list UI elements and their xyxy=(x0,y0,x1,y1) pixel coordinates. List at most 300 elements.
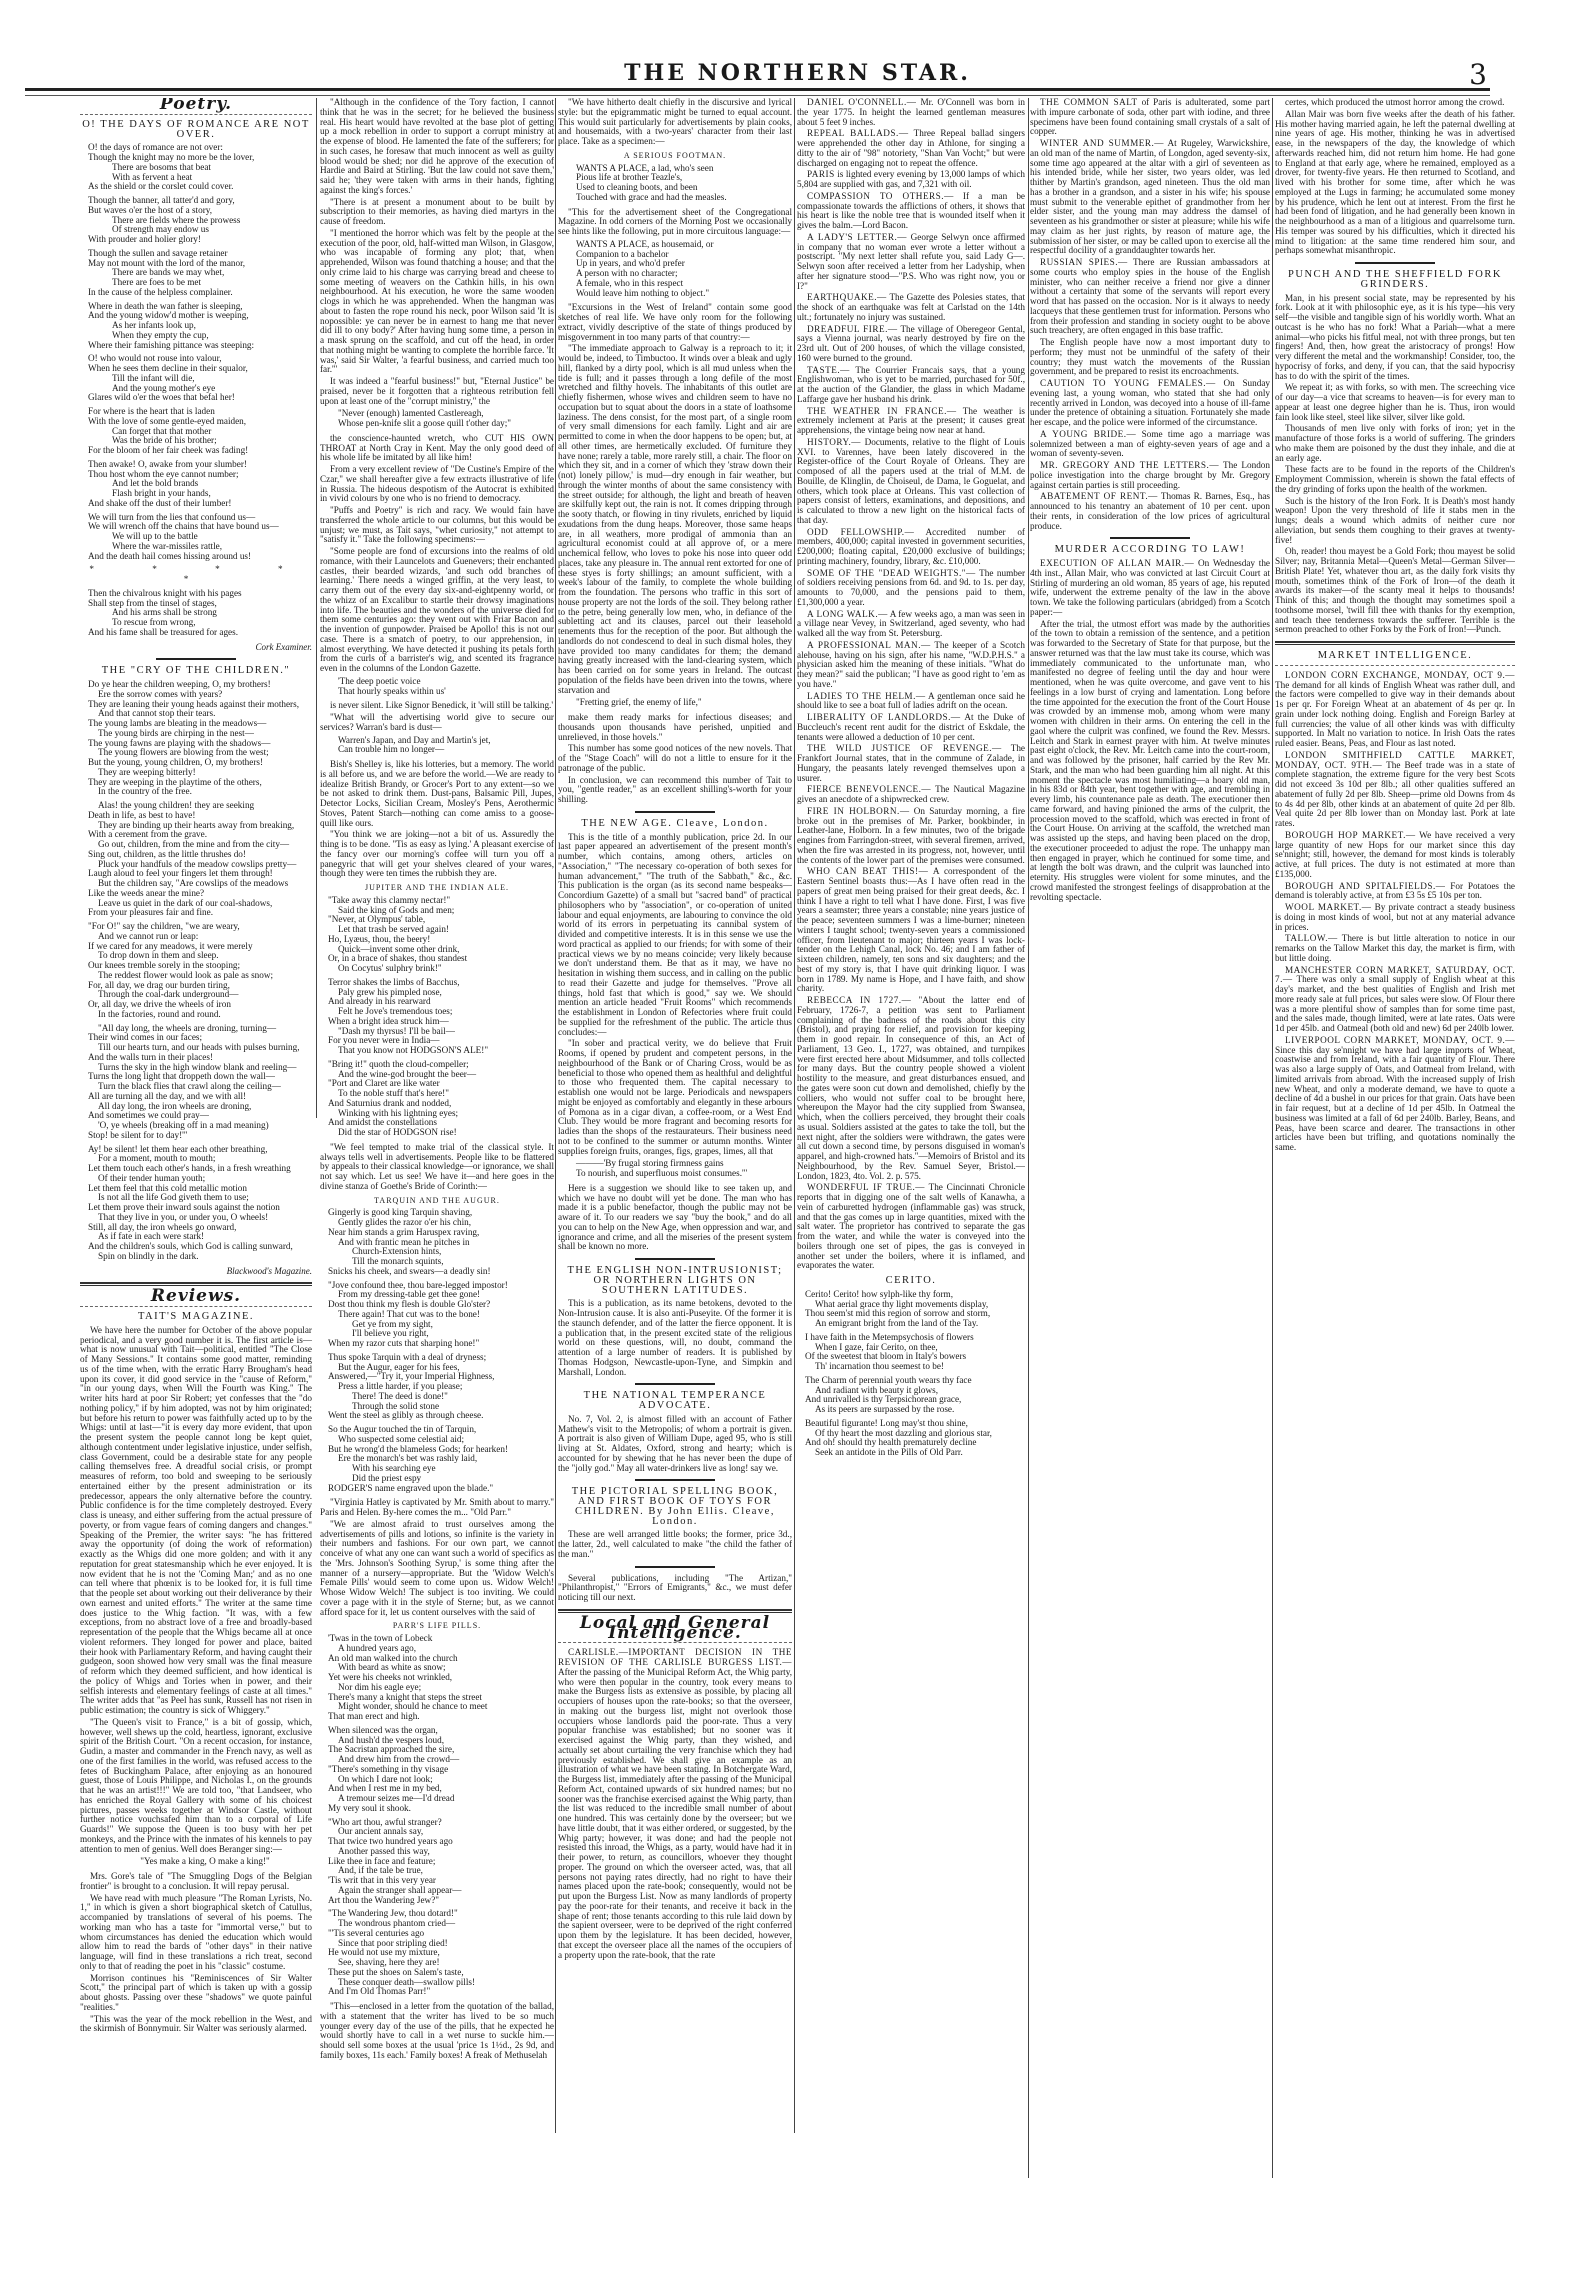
poem-line: In the factories, round and round. xyxy=(98,1008,221,1019)
item-kicker: A PROFESSIONAL MAN.— xyxy=(807,639,931,650)
poem-line: Still, all day, the iron wheels go onward, xyxy=(88,1221,237,1232)
poem-line: That you know not HODGSON'S ALE!" xyxy=(338,1045,489,1055)
news-item: WONDERFUL IF TRUE.— The Cincinnati Chronicle reports that in digging one of the salt wells of Kanawha, a vein of carburetted hydrogen (inflammable gas) was struck, and that the gas comes up in large quantities, mixed with the salt water. The proprietor has contrived to separate the gas from the water, and while the water is conveyed into the boilers through one set of pipes, the gas is conveyed in another set under the boilers, where it is inflamed, and evaporates the water. xyxy=(797,1182,1025,1271)
poem-line: The young lambs are bleating in the meadows— xyxy=(88,718,267,728)
paragraph: It was indeed a "fearful business!" but, "Eternal Justice" be praised, never be it forgotten that a righteous retribution fell upon at least one of the "corrupt ministry," the xyxy=(320,376,554,406)
paragraph: "Virginia Hatley is captivated by Mr. Smith about to marry." Paris and Helen. By-here comes the m... "Old Parr." xyxy=(320,1497,554,1517)
poem-line: And unrivalled is thy Terpsichorean grace, xyxy=(805,1394,962,1405)
news-item: BOROUGH AND SPITALFIELDS.— For Potatoes the demand is tolerably active, at from £3 5s £5 10s per ton. xyxy=(1275,880,1515,901)
stanza xyxy=(805,1333,1025,1372)
article-body xyxy=(1275,98,1515,256)
poem-line: The Charm of perennial youth wears thy face xyxy=(805,1374,972,1385)
poem-line: Though the banner, all tatter'd and gory, xyxy=(88,195,235,205)
poem-line: But he wrong'd the blameless Gods; for hearken! xyxy=(328,1443,508,1454)
article-title: TAIT'S MAGAZINE. xyxy=(137,1311,255,1322)
poem-line: Used to cleaning boots, and been xyxy=(576,182,698,192)
article-body xyxy=(80,1326,312,2034)
paragraph: Mrs. Gore's tale of "The Smuggling Dogs of the Belgian frontier" is brought to a conclusion. It will repay perusal. xyxy=(80,1871,312,1891)
stanza xyxy=(328,1909,554,1997)
poem-line: Let that trash be served again! xyxy=(338,924,449,934)
item-kicker: WHO CAN BEAT THIS!— xyxy=(807,866,929,877)
article-body xyxy=(558,98,792,1960)
poem-line: WANTS A PLACE, as housemaid, or xyxy=(576,238,714,249)
news-item: BOROUGH HOP MARKET.— We have received a very large quantity of new Hops for our market since this day se'nnight; still, however, the demand for most kinds is tolerably active, at full prices. The duty is not estimated at more than £135,000. xyxy=(1275,829,1515,879)
news-item: LIBERALITY OF LANDLORDS.— At the Duke of Buccleuch's recent rent audit for the district of Eskdale, the tenants were allowed a deduction of 10 per cent. xyxy=(797,712,1025,742)
poem-line: Thou seem'st mid this region of sorrow and storm, xyxy=(805,1308,991,1319)
poem-line: For, all day, we drag our burden tiring, xyxy=(88,979,230,990)
poem-line: Turn the black flies that crawl along the ceiling— xyxy=(98,1081,281,1091)
item-kicker: CARLISLE.—IMPORTANT DECISION IN THE REVISION OF THE CARLISLE BURGESS LIST.— xyxy=(558,1647,792,1667)
poem-line: An emigrant bright from the land of the Tay. xyxy=(815,1318,979,1328)
stanza xyxy=(328,1060,554,1138)
news-item: A YOUNG BRIDE.— Some time ago a marriage was solemnized between a man of eighty-seven years of age and a woman of seventy-seven. xyxy=(1030,428,1270,459)
poem-line: A hundred years ago, xyxy=(338,1642,417,1653)
poem-line: There! The deed is done!" xyxy=(352,1390,448,1401)
poem-line: To the noble stuff that's here!" xyxy=(338,1088,449,1098)
paragraph: "What will the advertising world give to secure our services? Warran's bard is dust— xyxy=(320,712,554,732)
poem-line: And oh! should thy health prematurely decline xyxy=(805,1437,977,1448)
poem-line: Our knees tremble sorely in the stooping; xyxy=(88,960,241,970)
news-item: REPEAL BALLADS.— Three Repeal ballad singers were apprehended the other day in Athlone, for singing a ditty to the air of "98" notoriety, "Shan Van Vocht;" but were discharged on engaging not to repeat the offence. xyxy=(797,128,1025,168)
stanza xyxy=(88,1024,312,1141)
news-item: WINTER AND SUMMER.— At Rugeley, Warwickshire, an old man of the name of Martin, of Longdon, aged seventy-six, some time ago appeared at the altar with a girl of seventeen as his intended bride, while her sister, two years older, was led thither by Martin's grandson, aged nineteen. Thus the old man has a brother in a grandson, and a sister in his wife; his spouse must submit to the venerable epithet of grandmother from her elder sister, and the young man may address the damsel of seventeen as his grandmother or sister at pleasure; while his wife may claim as her just rights, by reason of mature age, the submission of her sister, or may be called upon to exercise all the respectful docility of a granddaughter towards her. xyxy=(1030,138,1270,256)
item-kicker: LADIES TO THE HELM.— xyxy=(807,690,926,701)
poem-line: That they live in you, or under you, O wheels! xyxy=(98,1211,269,1222)
poem-line: And, if the tale be true, xyxy=(338,1865,423,1876)
poem-line: "Who art thou, awful stranger? xyxy=(328,1816,442,1827)
poem-line: Ho, Lyæus, thou, the beery! xyxy=(328,933,431,944)
paragraph: Bish's Shelley is, like his lotteries, but a memory. The world is all before us, and we are before the world.—We are ready to idealize British Brandy, or Grocer's Port to any extent—so we be not asked to drink them. Dust-pans, Balsamic Pill, Jupes, Detector Locks, Sicilian Cream, Mosley's Pens, Aerothermic Stoves, Patent Starch—nothing can come amiss to a goose-quill like ours. xyxy=(320,759,554,828)
poem-line: But the children say, "Are cowslips of the meadows xyxy=(98,878,289,888)
poem-line: And the young widow'd mother is weeping, xyxy=(88,310,249,321)
paragraph: "Some people are fond of excursions into the realms of old romance, with their Launcelots and Guenevers; their enchanted castles, their bearded wizards, 'and such odd branches of learning.' There needs a winged griffin, at the very least, to carry them out of the every day six-and-eightpenny world, or the whizz of an Excalibur to startle their drowsy imaginations into life. The beauties and the wonders of the universe died for them some centuries ago: they went out with Friar Bacon and the invention of gunpowder. Praised be Apollo! this is not our case. There is a smatch of poetry, to our apprehension, in almost everything. We have detected it pushing its petals forth from the curls of a barrister's wig, and scented its fragrance even in the columns of the London Gazette. xyxy=(320,546,554,673)
poem-line: They are leaning their young heads against their mothers, xyxy=(88,698,299,709)
poem-line: Snicks his cheek, and swears—a deadly sin! xyxy=(328,1265,491,1276)
poem-line: To rescue from wrong, xyxy=(112,617,196,627)
poem-line: We will up to the battle xyxy=(112,531,198,541)
paragraph: "You think we are joking—not a bit of us. Assuredly the thing is to be done. ''Tis as easy as lying.' A pleasant exercise of the fancy over our morning's coffee will turn you off a panegyric that will get your shelves cleared of your wares, though they were ten times the rubbish they are. xyxy=(320,829,554,879)
paragraph: This is the title of a monthly publication, price 2d. In our last paper appeared an advertisement of the present month's number, which contains, among others, articles on "Association," "The necessary co-operation of both sexes for human advancement," "The truth of the Sabbath," &c., &c. This publication is the organ (as its second name bespeaks—Concordium Gazette) of a small but "sacred band" of practical philosophers who by "association", or co-operation of united labour and equal enjoyments, are labouring to convince the old world of its errors in perpetuating its cannibal system of divided and competitive interests. It is in this sense we use the word practical as applied to our friends; for with some of their practical views we by no means coincide; very likely because we don't understand them. Be that as it may, we have no hesitation in wishing them success, and in calling on the public to read their Gazette and judge for themselves. "Prove all things, hold fast that which is good," say we. We should mention an article headed "Fruit Rooms" which recommends the establishment in London of Refectories where fruit could be supplied for the refreshment of the public. The article thus concludes:— xyxy=(558,831,792,1037)
poem-line: Death in life, as best to have! xyxy=(88,809,196,820)
paragraph: This is a publication, as its name betokens, devoted to the Non-Intrusion cause. It is also anti-Puseyite. Of the former it is the staunch defender, and of the latter the fierce opponent. It is a publication that, in the present excited state of the religious world on these questions, will, no doubt, command the attention of a large number of readers. It is published by Thomas Hodgson, Newcastle-upon-Tyne, and Simpkin and Marshall, London. xyxy=(558,1298,792,1377)
poem-line: The young fawns are playing with the shadows— xyxy=(88,737,271,748)
stanza xyxy=(805,1290,1025,1329)
item-kicker: LIVERPOOL CORN MARKET, MONDAY, OCT. 9.— xyxy=(1285,1034,1515,1045)
poem-line: Their wind comes in our faces; xyxy=(88,1032,203,1043)
paragraph: After the trial, the utmost effort was made by the authorities of the town to obtain a remission of the sentence, and a petition was forwarded to the Secretary of State for that purpose, but the answer returned was that the law must take its course, which was immediately communicated to the unfortunate man, who manifested no degree of feeling until the day and hour were mentioned, when he was quite overcome, and gave vent to his feelings in a low burst of crying and lamentation. Long before the time appointed for the execution the front of the Court House was crowded by an immense mob, among whom were many women with children in their arms. On entering the cell in the gaol where the culprit was confined, we found the Rev. Messrs. Leitch and Stark in earnest prayer with him. At twelve minutes past eight o'clock, the Rev. Mr. Leitch came into the court-room, and was followed by the prisoner, half carried by the Rev Mr. Stark, and the man who had been guarding him all night. At this moment the spectacle was most humiliating—a hoary old man, in his 83d or 84th year, bent together with age, and trembling in every limb, his countenance pale as death. The executioner then came forward, and having pinioned the arms of the culprit, the procession moved to the scaffold, which was erected in front of the Court House. On arriving at the scaffold, the wretched man was assisted up the steps, and having been placed on the drop, the executioner proceeded to adjust the rope. The unhappy man then engaged in prayer, which he continued for some time, and at length the bolt was drawn, and the culprit was launched into eternity. His struggles were violent for some minutes, and the crowd manifested the strongest feelings of disapprobation at the revolting spectacle. xyxy=(1030,618,1270,902)
paragraph: Several publications, including "The Artizan," "Philanthropist," "Errors of Emigrants," &c., we must defer noticing till our next. xyxy=(558,1572,792,1602)
news-item: A LONG WALK.— A few weeks ago, a man was seen in a village near Vevey, in Switzerland, aged seventy, who had walked all the way from St. Petersburg. xyxy=(797,608,1025,638)
item-kicker: A YOUNG BRIDE.— xyxy=(1040,428,1137,439)
item-kicker: WOOL MARKET.— xyxy=(1285,902,1372,912)
paragraph: Allan Mair was born five weeks after the death of his father. His mother having married again, he left the paternal dwelling at nine years of age. His mother, thinking he was in advertised ease, in the newspapers of the day, the knowledge of which afterwards reached him, did not return him home. He had gone to England at that early age, where he remained, employed as a drover, for twenty-five years. He then returned to Scotland, and lived with his brother for some time, after which he was employed at the Lugs in farming; he accumulated some money by his prudence, which he lent out at interest. From the first he had been fond of litigation, and he had generally been known in the neighbourhood as a man of a litigious and quarrelsome turn. His temper was soured by his difficulties, which it directed his mind to litigation: at the same time rendered him sour, and perhaps somewhat misanthropic. xyxy=(1275,108,1515,256)
poem-line: "For O!" say the children, "we are weary, xyxy=(88,921,240,931)
stanza xyxy=(328,978,554,1056)
paragraph: These are well arranged little books; the former, price 3d., the latter, 2d., well calculated to make "the child the father of the man." xyxy=(558,1529,792,1559)
column-2 xyxy=(320,98,554,2258)
poem-line: But waves o'er the host of a story, xyxy=(88,204,213,215)
section-heading-local: Local and General Intelligence. xyxy=(579,1612,771,1643)
poem-line: 'Tis writ that in this very year xyxy=(328,1875,436,1885)
poem-line: Th' incarnation thou seemest to be! xyxy=(815,1361,944,1371)
divider xyxy=(1355,262,1435,264)
item-kicker: EXECUTION OF ALLAN MAIR.— xyxy=(1040,558,1195,568)
paragraph: Thousands of men live only with forks of iron; yet in the manufacture of those forks is a world of suffering. The grinders who make them are poisoned by the dust they inhale, and die at an early age. xyxy=(1275,423,1515,463)
poem-line: There again! That cut was to the bone! xyxy=(338,1308,480,1319)
market-items xyxy=(1275,671,1515,1153)
poem-line: Pious life at brother Teazle's, xyxy=(576,172,683,183)
poem-line: Through the solid stone xyxy=(352,1400,440,1411)
poem-line: The wondrous phantom cried— xyxy=(338,1918,456,1928)
paragraph: These facts are to be found in the reports of the Children's Employment Commission, wherein is shown the fatal effects of the dry grinding of forks upon the health of the workmen. xyxy=(1275,464,1515,494)
poem-line: An old man walked into the church xyxy=(328,1652,458,1663)
poem-line: Can trouble him no longer— xyxy=(338,744,445,755)
divider xyxy=(635,1258,715,1260)
poem-line: Like the weeds anear the mine? xyxy=(88,887,205,898)
news-item: REBECCA IN 1727.— "About the latter end of February, 1726-7, a petition was sent to Parliament complaining of the badness of the roads about this city (Bristol), and praying for relief, and provision for keeping them in good repair. In consequence of this, an Act of Parliament, 13 Geo. I., 1727, was obtained, and turnpikes were first erected here about Midsummer, and tolls collected for many days. But the country people showed a violent hostility to the measure, and great disturbances ensued, and the gates were soon cut down and demolished, chiefly by the colliers, who would not suffer coal to be brought here, whereupon the Mayor had the city supplied from Swansea, which, when the colliers perceived, they brought their coals as usual. Soldiers assisted at the gates to take the toll, but the next night, after the soldiers were withdrawn, the gates were all cut down a second time, by persons disguised in woman's apparel, and high-crowned hats."—Memoirs of Bristol and its Neighbourhood, by the Rev. Samuel Seyer, Bristol.—London, 1823, 4to. Vol. 2. p. 575. xyxy=(797,995,1025,1181)
poem-line: These conquer death—swallow pills! xyxy=(338,1976,476,1987)
poem-line: 'Twas in the town of Lobeck xyxy=(328,1633,433,1643)
stanza xyxy=(328,1634,554,1722)
poem-line: From my dressing-table get thee gone! xyxy=(338,1289,481,1300)
stanza xyxy=(88,302,312,351)
stanza xyxy=(88,680,312,797)
poem-line: Spin on blindly in the dark. xyxy=(98,1250,199,1261)
article-title: THE PICTORIAL SPELLING BOOK, AND FIRST BOOK OF TOYS FOR CHILDREN. By John Ellis. Cleave, London. xyxy=(571,1486,779,1527)
poem-line: And the young mother's eye xyxy=(112,382,216,393)
stanza xyxy=(88,143,312,192)
paragraph: certes, which produced the utmost horror among the crowd. xyxy=(1285,98,1505,107)
poem-line: Is not all the life God giveth them to use; xyxy=(98,1192,249,1203)
poem-line: 'O, ye wheels (breaking off in a mad meaning) xyxy=(98,1120,269,1130)
poem-body xyxy=(328,1634,554,1997)
news-item: LONDON CORN EXCHANGE, MONDAY, OCT 9.— The demand for all kinds of English Wheat was rather dull, and the factors were compelled to give way in their demands about 1s per qr. For Foreign Wheat at an abatement of 4s per qr. In grain under lock nothing doing. English and Foreign Barley at full currencies; the value of all other kinds was with difficulty supported. In Malt no variation to notice. In Irish Oats the rates ruled easier. Beans, Peas, and Flour as last noted. xyxy=(1275,669,1515,748)
poem-line: Let them touch each other's hands, in a fresh wreathing xyxy=(88,1163,291,1173)
poem-line: O! who would not rouse into valour, xyxy=(88,353,222,364)
poem-line: "Jove confound thee, thou bare-legged impostor! xyxy=(328,1279,508,1290)
news-item: ODD FELLOWSHIP.— Accredited number of members, 400,000; capital invested in government securities, £200,000; floating capital, £20,000 exclusive of buildings; printing machinery, foundry, library, &c. £10,000. xyxy=(797,526,1025,566)
poem-line: O! the days of romance are not over: xyxy=(88,142,223,153)
poem-line: Flash bright in your hands, xyxy=(112,488,211,498)
poem-line: Our ancient annals say, xyxy=(338,1826,424,1837)
section-heading-poetry: Poetry. xyxy=(159,98,233,114)
news-items xyxy=(1030,98,1270,531)
poem-line: So the Augur touched the tin of Tarquin, xyxy=(328,1424,477,1434)
divider xyxy=(635,811,715,813)
poem-line: Might wonder, should he chance to meet xyxy=(338,1701,488,1712)
poem-line: Go out, children, from the mine and from the city— xyxy=(98,839,290,849)
poem-line: That twice two hundred years ago xyxy=(328,1836,453,1846)
poem-line: For a moment, mouth to mouth; xyxy=(98,1153,216,1164)
item-kicker: TASTE.— xyxy=(807,364,850,375)
poem-line: Till our hearts turn, and our heads with pulses burning, xyxy=(98,1042,300,1052)
poem-line: Did the priest espy xyxy=(352,1472,422,1483)
paragraph: Man, in his present social state, may be represented by his fork. Look at it with philosophic eye, as it is his type—his very self—the visible and tangible sign of his worldly worth. What an outcast is he who has no fork! What a Pariah—what a mere animal—who picks his fitful meal, not with three prongs, but ten fingers! And, then, how great the aristocracy of prongs! How very different the metal and the workmanship! Consider, too, the hypocrisy of forks, and deny, if you can, that the said hypocrisy has to do with the spirit of the times. xyxy=(1275,292,1515,381)
poem-line: They are binding up their hearts away from breaking, xyxy=(98,819,295,830)
news-item: PARIS is lighted every evening by 13,000 lamps of which 5,804 are supplied with gas, and 7,321 with oil. xyxy=(797,169,1025,189)
poem-line: When I gaze, fair Cerito, on thee, xyxy=(815,1341,938,1352)
item-kicker: A LADY'S LETTER.— xyxy=(807,231,907,242)
stanza xyxy=(328,1818,554,1906)
poem-line: Till the monarch squints, xyxy=(352,1256,444,1266)
article-title: MARKET INTELLIGENCE. xyxy=(1317,650,1473,661)
stanza xyxy=(805,1376,1025,1415)
section-rule xyxy=(1275,641,1515,645)
poem-line: Though the knight may no more be the lover, xyxy=(88,152,255,162)
news-item: MR. GREGORY AND THE LETTERS.— The London police investigation into the charge brought by Mr. Gregory against certain parties is still proceeding. xyxy=(1030,460,1270,490)
paragraph: We have here the number for October of the above popular periodical, and a very good number it is. The first article is—what is now unusual with Tait—political, entitled "The Close of Many Sessions." It contains some good matter, reminding us of the time when, with the erratic Harry Brougham's head upon its cover, it did good service in the "cause of Reform," "in our young days, when Will the Fourth was King." The writer hits hard at poor Sir Robert; yet confesses that the "do nothing policy," if by him adopted, was not by him originated; but before his return to power was faithfully acted up to by the Whigs: until at last—"it is every day more evident, that upon the present system the people cannot long be kept quiet, although contentment under legislative injustice, under selfish, class Government, could be a desirable state for any people calling themselves free. A dreadful social crisis, or prompt measures of reform, too bold and sweeping to be seriously entertained either by the present administration or its predecessor, appears the only alternative before the country. Public confidence is for the time completely destroyed. Every class is uneasy, and either suffering from the actual pressure of poverty, or from vague fears of coming dangers and changes." Speaking of the Premier, the writer says: "he has frittered away the opportunity (of doing the work of reformation) exactly as the Whigs did one more golden; and with it any reputation for great statesmanship which he ever enjoyed. It is now evident that he is not the 'Coming Man;' and as no one can tell where that phœnix is to be looked for, it is full time that the people set about working out their deliverance by their own earnest and united efforts." The writer at the same time does justice to the Whig faction. "It was, with a few exceptions, from no abstract love of a free and broadly-based representation of the people that the Whigs became all at once violent reformers. They longed for power and place, baited their hook with Parliamentary Reform, and having caught their gudgeon, soon showed how very small was the final measure of reform which they deemed sufficient, and how identical is the policy of Whigs and Tories when in power, and their selfish interests and elementary feelings of caste at all times." The writer adds that "as Peel has sunk, Russell has not risen in public estimation; the country is sick of Whiggery." xyxy=(80,1324,312,1715)
poem-line: Glares wild o'er the woes that befal her! xyxy=(88,392,235,403)
item-kicker: SOME OF THE "DEAD WEIGHTS."— xyxy=(807,567,976,578)
poem-line: And I'm Old Thomas Parr!" xyxy=(328,1986,431,1997)
divider xyxy=(635,1383,715,1385)
quotation xyxy=(566,698,792,708)
column-3 xyxy=(558,98,792,2258)
poem-line: That hourly speaks within us' xyxy=(338,685,446,696)
stanza xyxy=(328,1281,554,1349)
poem-line: WANTS A PLACE, a lad, who's seen xyxy=(576,162,714,173)
poem-body xyxy=(88,680,312,1262)
poem-line: And sometimes we could pray— xyxy=(88,1110,209,1121)
poem-line: All day long, the iron wheels are droning, xyxy=(98,1100,252,1111)
column-6 xyxy=(1275,98,1515,2258)
poem-line: And with frantic mean he pitches in xyxy=(338,1236,470,1247)
poem-line: In the cause of the helpless complainer. xyxy=(88,286,233,297)
divider xyxy=(156,658,236,660)
poem-line: And shake off the dust of their lumber! xyxy=(88,497,232,508)
quotation xyxy=(328,409,554,429)
poem-line: Companion to a bachelor xyxy=(576,248,669,259)
poem-line: A person with no character; xyxy=(576,268,678,278)
item-kicker: BOROUGH AND SPITALFIELDS.— xyxy=(1285,880,1446,891)
masthead xyxy=(0,0,1595,95)
poem-line: Turns the long light that droppeth down the wall— xyxy=(88,1071,275,1082)
poem-line: ———'By frugal storing firmness gains xyxy=(576,1158,724,1169)
poem-line: In the country of the free. xyxy=(98,786,192,797)
poem-line: And the death hail comes hissing around us! xyxy=(88,550,252,561)
item-kicker: REBECCA IN 1727.— xyxy=(807,995,912,1005)
paragraph: This number has some good notices of the new novels. That of the "Stage Coach" will do not a little to ensure for it the patronage of the public. xyxy=(558,743,792,773)
poem-line: And the wine-god brought the beer— xyxy=(338,1068,477,1079)
poem-body xyxy=(88,143,312,637)
paragraph: "This was the year of the mock rebellion in the West, and the skirmish of Bonnymuir. Sir Walter was seriously alarmed. xyxy=(80,2013,312,2034)
stanza xyxy=(88,513,312,562)
stanza xyxy=(88,801,312,918)
poem-line: Beautiful figurante! Long may'st thou shine, xyxy=(805,1417,968,1428)
poem-line: Laugh aloud to feel your fingers let them through! xyxy=(88,868,273,879)
poem-line: Of strength may endow us xyxy=(112,224,209,235)
divider xyxy=(1110,537,1190,539)
poem-line: On Cocytus' sulphry brink!" xyxy=(338,963,442,973)
poem-line: The young flowers are blowing from the west; xyxy=(98,747,269,758)
poem-line: "Dash my thyrsus! I'll be bail— xyxy=(338,1025,455,1036)
poem-line: And when I rest me in my bed, xyxy=(328,1783,442,1794)
quotation xyxy=(566,240,792,299)
news-item: FIRE IN HOLBORN.— On Saturday morning, a fire broke out in the premises of Mr. Parker, bookbinder, in Leather-lane, Holborn. In a few minutes, two of the brigade engines from Farringdon-street, with several firemen, arrived, when the fire was arrested in its progress, not, however, until the contents of the lower part of the premises were consumed. xyxy=(797,805,1025,865)
poem-line: And Saturnius drank and nodded, xyxy=(328,1097,452,1108)
poem-line: There are foes to be met xyxy=(112,277,202,287)
poem-line: Answered,—"Try it, your Imperial Highness, xyxy=(328,1371,495,1382)
poem-line: See, shaving, here they are! xyxy=(338,1957,440,1967)
stanza xyxy=(88,407,312,456)
item-kicker: LIBERALITY OF LANDLORDS.— xyxy=(807,712,961,722)
poem-line: "Fretting grief, the enemy of life," xyxy=(576,697,702,708)
poem-line: Winking with his lightning eyes; xyxy=(338,1107,459,1118)
section-heading-reviews: Reviews. xyxy=(150,1286,242,1307)
poem-line: And we cannot run or leap: xyxy=(98,930,199,941)
poem-source: Blackwood's Magazine. xyxy=(226,1265,312,1276)
poem-line: And the walls turn in their places! xyxy=(88,1051,214,1062)
column-rule xyxy=(794,98,795,2133)
poem-line: Pluck your handfuls of the meadow cowslips pretty— xyxy=(98,858,297,869)
poem-line: From your pleasures fair and fine. xyxy=(88,907,214,918)
paragraph: Morrison continues his "Reminiscences of Sir Walter Scott," the principal part of which is taken up with a gossip about ghosts. Passing over these "shadows" we quote painful "realities." xyxy=(80,1972,312,2012)
item-kicker: HISTORY.— xyxy=(807,436,861,447)
poem-body xyxy=(328,1208,554,1493)
column-rule xyxy=(316,98,317,1118)
stanza xyxy=(88,196,312,245)
item-kicker: MR. GREGORY AND THE LETTERS.— xyxy=(1040,460,1220,470)
poem-line: For where is the heart that is laden xyxy=(88,406,215,416)
poem-line: Quick—invent some other drink, xyxy=(338,943,460,954)
item-kicker: A LONG WALK.— xyxy=(807,608,888,619)
poem-line: Leave us quiet in the dark of our coal-shadows, xyxy=(98,897,273,908)
poem-title: JUPITER AND THE INDIAN ALE. xyxy=(365,883,509,892)
news-item: THE WILD JUSTICE OF REVENGE.— The Frankfort Journal states, that in the commune of Zalade, in Hungary, the peasants lately revenged themselves upon a usurer. xyxy=(797,743,1025,783)
poem-line: Cerito! Cerito! how sylph-like thy form, xyxy=(805,1288,953,1299)
poem-line: With as fervent a heat xyxy=(112,171,193,182)
news-item: HISTORY.— Documents, relative to the flight of Louis XVI. to Varennes, have been lately discovered in the Register-office of the Court Royale of Orleans. They are composed of all the papers used at the trial of M.M. de Bouille, de Klinglin, de Choiseul, de Dama, le Goguelat, and others, which took place at Orleans. This vast collection of papers consist of letters, examinations, and depositions, and is calculated to throw a new light on the historical facts of that day. xyxy=(797,436,1025,525)
stanza xyxy=(805,1419,1025,1458)
quotation xyxy=(566,1159,792,1179)
poem-line: He would not use my mixture, xyxy=(328,1947,440,1958)
column-rule xyxy=(1028,98,1029,2178)
poem-line: Nor dim his eagle eye; xyxy=(338,1681,422,1692)
poem-line: Then the chivalrous knight with his pages xyxy=(88,587,242,598)
paragraph: From a very excellent review of "De Custine's Empire of the Czar," we shall hereafter give a few extracts illustrative of life in Russia. The hideous despotism of the Autocrat is exhibited in vivid colours by one who is no friend to democracy. xyxy=(320,464,554,504)
divider xyxy=(635,1566,715,1568)
paragraph: "The immediate approach to Galway is a reproach to it; it would be, indeed, to Timbuctoo. It winds over a bleak and ugly hill, flanked by a dirty pool, which is all mud unless when the tide is full; and it passes through a long defile of the most wretched and filthy hovels. The inhabitants of this outlet are chiefly fishermen, whose wives and children seem to have no occupation but to squat about the doors in a state of loathsome laziness. The dens consist, for the most part, of a single room of very small dimensions for each family. Light and air are permitted to come in when the door happens to be open; but, at all other times, are hermetically excluded. Of furniture they have none; rarely a table, more rarely still, a chair. The floor on which they sit, and in a corner of which they 'straw down their (not) lonely pillow,' is mud—dry enough in fair weather, but through the winter months of about the same consistency with the street outside; for although, the light and breath of heaven are skilfully kept out, the rain is not. It comes dripping through the sooty thatch, or flowing in tiny rivulets, enriched by liquid exudations from the dung heaps. Moreover, those same heaps are, in all weathers, more prodigal of ammonia than an agricultural economist could at all approve of, or a mere unchemical fellow, who loves to poke his nose into queer odd places, take any pleasure in. The annual rent extorted for one of these styes is forty shillings; an amount sufficient, with a week's labour of the family, to complete the whole building from the foundation. The persons who traffic in this sort of house property are not the lords of the soil. They belong rather to the petre, being generally low men, who, in defiance of the subletting act and its clauses, parcel out their leasehold tenements thus for the reception of the poor. But although the landlords do not condescend to deal in such dismal holes, they have provided too many candidates for them; the demand having greatly increased with the land-clearing system, which has been carried on for some years in Ireland. The outcast population of the fields have been driven into the towns, where starvation and xyxy=(558,343,792,695)
paragraph: We repeat it; as with forks, so with men. The screeching vice of our day—a vice that screams to heaven—is for every man to appear at least one degree higher than he is. Thus, iron would fain look like steel, steel like silver, silver like gold. xyxy=(1275,382,1515,422)
poem-line: The reddest flower would look as pale as snow; xyxy=(98,969,274,980)
poem-line: As its peers are surpassed by the rose. xyxy=(815,1404,955,1414)
poem-line: May not mount with the lord of the manor, xyxy=(88,257,246,268)
poem-line: And that cannot stop their tears. xyxy=(98,708,216,719)
poem-line: Up in years, and who'd prefer xyxy=(576,258,685,269)
poem-line: "Bring it!" quoth the cloud-compeller; xyxy=(328,1058,469,1069)
paragraph: is never silent. Like Signor Benedick, it 'will still be talking.' xyxy=(330,700,554,711)
poem-line: Do ye hear the children weeping, O, my brothers! xyxy=(88,679,271,689)
poem-line: There are fields where the prowess xyxy=(112,214,241,225)
poem-body xyxy=(328,896,554,1138)
article-body xyxy=(1275,294,1515,636)
news-item: DANIEL O'CONNELL.— Mr. O'Connell was born in the year 1775. In height the learned gentleman measures about 5 feet 9 inches. xyxy=(797,98,1025,127)
poem-line: Said the king of Gods and men; xyxy=(338,904,455,915)
divider xyxy=(1275,665,1515,666)
paragraph: "We have hitherto dealt chiefly in the discursive and lyrical style: but the epigrammatic might be turned to equal account. This would suit particularly for advertisements by plain cooks, and housemaids, with a two-years' character from their last place. Take as a specimen:— xyxy=(558,98,792,146)
item-kicker: WINTER AND SUMMER.— xyxy=(1040,138,1164,148)
news-item: SOME OF THE "DEAD WEIGHTS."— The number of soldiers receiving pensions from 6d. and 9d. to 1s. per day, amounts to 70,000, and the pensions paid to them, £1,300,000 a year. xyxy=(797,567,1025,607)
poem-line: "Take away this clammy nectar!" xyxy=(328,894,451,905)
stanza xyxy=(328,1425,554,1493)
paragraph: Oh, reader! thou mayest be a Gold Fork; thou mayest be solid Silver; nay, Britannia Metal—Queen's Metal—German Silver—British Plate! Yet, whatever thou art, as the daily fork visits thy mouth, sometimes think of the Fork of Iron—of the death it awards its maker—of the scanty meal it helps to thousands! Think of this; and though the thought may sometimes spoil a toothsome morsel, 'twill fill thee with thanks for thy exemption, and teach thee tenderness towards the sufferer. Terrible is the sermon preached to other Forks by the Fork of Iron!—Punch. xyxy=(1275,546,1515,635)
poem-line: To drop down in them and sleep. xyxy=(98,950,219,961)
paragraph: "This for the advertisement sheet of the Congregational Magazine. In odd corners of the Morning Post we occasionally see hints like the following, put in more circuitous language:— xyxy=(558,206,792,236)
poem-line: All are turning all the day, and we with all! xyxy=(88,1090,247,1101)
poem-line: These put the shoes on Salem's taste, xyxy=(328,1966,464,1977)
poem-line: Since that poor stripling died! xyxy=(338,1937,448,1948)
poem-line: And his arms shall be strong xyxy=(112,607,217,618)
poem-line: Again the stranger shall appear— xyxy=(338,1884,462,1895)
item-kicker: RUSSIAN SPIES.— xyxy=(1040,257,1128,267)
item-kicker: ODD FELLOWSHIP.— xyxy=(807,526,915,537)
poem-line: Of the sweetest that bloom in Italy's bowers xyxy=(805,1351,967,1362)
poem-line: That man erect and high. xyxy=(328,1711,420,1721)
poem-line: As the shield or the corslet could cover. xyxy=(88,181,234,192)
news-item: THE COMMON SALT of Paris is adulterated, some part with impure carbonate of soda, other part with iodine, and three specimens have been found containing small crystals of a salt of copper. xyxy=(1030,98,1270,137)
poem-line: For you never were in India— xyxy=(328,1035,440,1046)
quotation xyxy=(328,677,554,697)
poem-line: There are bands we may whet, xyxy=(112,267,225,278)
poem-line: Get ye from my sight, xyxy=(352,1318,433,1329)
article-title: THE ENGLISH NON-INTRUSIONIST; OR NORTHERN LIGHTS ON SOUTHERN LATITUDES. xyxy=(567,1265,783,1296)
stanza xyxy=(328,896,554,974)
poem-line: There are bosoms that beat xyxy=(112,161,211,172)
column-4 xyxy=(797,98,1025,2258)
poem-line: 'The deep poetic voice xyxy=(338,675,421,686)
paragraph: "Yes make a king, O make a king!" xyxy=(140,1856,270,1867)
poem-line: For the bloom of her fair cheek was fading! xyxy=(88,445,249,455)
article-title: THE NATIONAL TEMPERANCE ADVOCATE. xyxy=(583,1390,767,1411)
article-title: THE NEW AGE. Cleave, London. xyxy=(581,817,769,829)
stars-separator: * * * * * xyxy=(89,564,311,584)
poem-line: As her infants look up, xyxy=(112,320,196,330)
poem-line: Thus spoke Tarquin with a deal of dryness; xyxy=(328,1351,487,1362)
poem-title: THE "CRY OF THE CHILDREN." xyxy=(101,665,291,677)
news-item: A LADY'S LETTER.— George Selwyn once affirmed in company that no woman ever wrote a letter without a postscript. "My next letter shall refute you, said Lady G—. Selwyn soon after received a letter from her Ladyship, when after her signature stood—"P.S. Who was right now, you or I?" xyxy=(797,231,1025,291)
news-item: EARTHQUAKE.— The Gazette des Polesies states, that the shock of an earthquake was felt at Carlstad on the 14th ult.; fortunately no injury was sustained. xyxy=(797,292,1025,322)
item-kicker: THE WILD JUSTICE OF REVENGE.— xyxy=(807,743,1002,754)
poem-line: Warren's Japan, and Day and Martin's jet, xyxy=(338,734,491,745)
poem-line: Press a little harder, if you please; xyxy=(338,1381,463,1391)
poem-line: When silenced was the organ, xyxy=(328,1724,438,1735)
poem-line: Went the steel as glibly as through cheese. xyxy=(328,1410,484,1421)
poem-line: A female, who in this respect xyxy=(576,277,684,288)
poem-line: Turns the sky in the high window blank and reeling— xyxy=(98,1061,297,1072)
paragraph: Here is a suggestion we should like to see taken up, and which we have no doubt will yet be done. The man who has made it is a public benefactor, though the public may not be aware of it. To our readers we say "buy the book," and do all you can to help on the New Age, when oppression and war, and ignorance and crime, and all the miseries of the present system shall be known no more. xyxy=(558,1182,792,1252)
column-1 xyxy=(80,98,312,2258)
item-kicker: EARTHQUAKE.— xyxy=(807,292,887,303)
item-kicker: REPEAL BALLADS.— xyxy=(807,128,909,139)
poem-line: As if fate in each were stark! xyxy=(98,1231,205,1242)
divider xyxy=(635,1479,715,1481)
poem-line: Can forget that that mother xyxy=(112,425,212,436)
paragraph: "There is at present a monument about to be built by subscription to their memories, as having died martyrs in the cause of freedom. xyxy=(320,196,554,226)
news-item: CAUTION TO YOUNG FEMALES.— On Sunday evening last, a young woman, who stated that she had only recently arrived in London, was decoyed into a house of ill-fame under the pretence of obtaining a situation. Fortunately she made her escape, and the police were informed of the circumstance. xyxy=(1030,378,1270,427)
poem-line: To nourish, and superfluous moist consumes.'" xyxy=(576,1168,748,1178)
news-item: COMPASSION TO OTHERS.— If a man be compassionate towards the afflictions of others, it shows that his heart is like the noble tree that is wounded itself when it gives the balm.—Lord Bacon. xyxy=(797,190,1025,230)
stanza xyxy=(88,354,312,403)
poem-line: Alas! the young children! they are seeking xyxy=(98,800,255,810)
paragraph: "In sober and practical verity, we do believe that Fruit Rooms, if opened by prudent and competent persons, in the neighbourhood of the Bank or of Charing Cross, would be as beneficial to those who opened them as healthful and delightful to those who frequented them. The capital necessary to establish one would not be large. Periodicals and newspapers might be enjoyed as comfortably and elegantly in these arbours of Pomona as in a cigar divan, a coffee-room, or a West End Club. They would be more fragrant and becoming resorts for ladies than the shops of the restaurateurs. Their business need not to be confined to the summer or autumn months. Winter supplies foreign fruits, oranges, figs, grapes, limes, all that xyxy=(558,1038,792,1156)
news-item: RUSSIAN SPIES.— There are Russian ambassadors at some courts who employ spies in the house of the English minister, who can neither receive a friend nor give a dinner without a certainty that some of the servants will report every word that has passed on the occasion. Nor is it always to needy lacqueys that these gentlemen trust for information. Persons who from their profession and standing in society ought to be above such treachery, are often engaged in this base traffic. xyxy=(1030,257,1270,336)
stanza xyxy=(328,1726,554,1814)
news-item: TALLOW.— There is but little alteration to notice in our remarks on the Tallow Market this day, the market is firm, with but little doing. xyxy=(1275,933,1515,963)
article-body xyxy=(1030,559,1270,902)
news-item: FIERCE BENEVOLENCE.— The Nautical Magazine gives an anecdote of a shipwrecked crew. xyxy=(797,784,1025,804)
poem-line: Shall step from the tinsel of stages, xyxy=(88,597,217,608)
poem-line: But the Augur, eager for his fees, xyxy=(338,1361,460,1372)
